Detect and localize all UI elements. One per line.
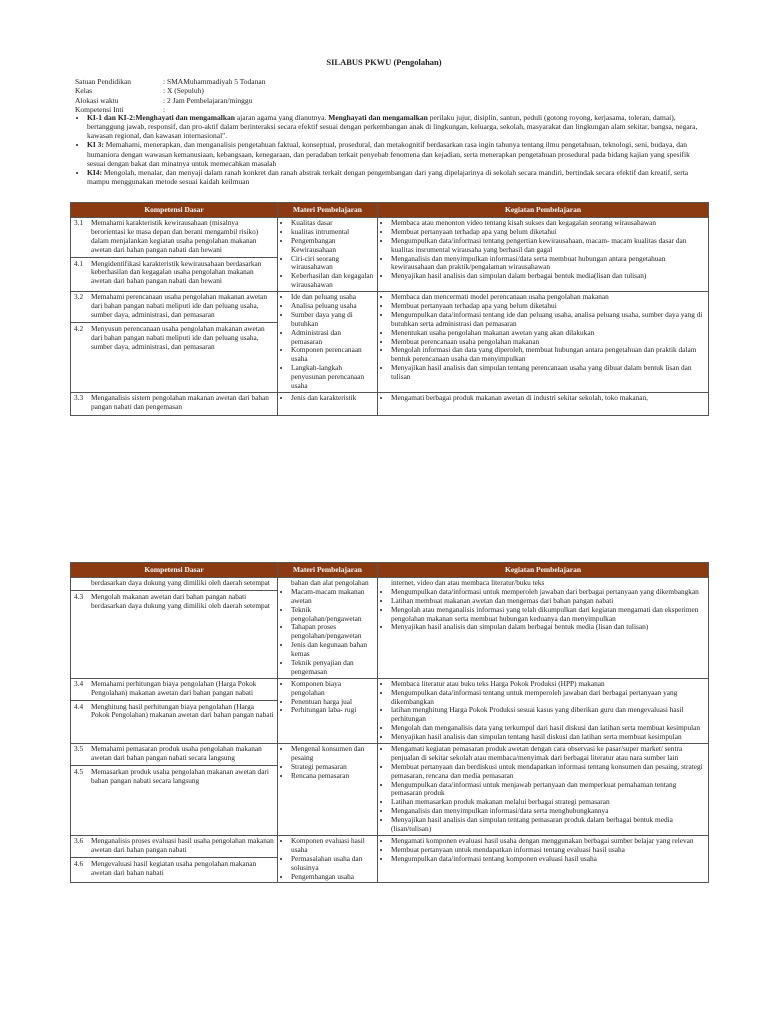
materi-list	[281, 394, 374, 403]
table-row	[71, 392, 709, 415]
list-item: • Komponen evaluasi hasil usaha	[291, 837, 374, 855]
info-row	[75, 86, 265, 95]
materi-cell	[278, 392, 378, 415]
kegiatan-list	[381, 293, 705, 382]
materi-cell	[278, 678, 378, 743]
list-item: • Sumber daya yang di butuhkan	[291, 311, 374, 329]
kd-cell	[71, 578, 278, 679]
kd-cell	[71, 835, 278, 882]
kd-item	[74, 768, 274, 786]
kd-number: 4.2	[74, 323, 84, 333]
materi-cell	[278, 578, 378, 679]
kd-item	[74, 703, 274, 721]
kegiatan-list	[381, 394, 705, 403]
list-item: • Menganalisis dan menyimpulkan informasi/data serta menghubungkannya	[391, 807, 705, 816]
ki-item	[87, 140, 709, 167]
kd-number: 3.2	[74, 292, 84, 302]
list-item: • latihan menghitung Harga Pokok Produksi sesuai kasus yang diberikan guru dan mengevaluasi hasil perhitungan	[391, 706, 705, 724]
materi-cell	[278, 292, 378, 393]
kd-item	[74, 593, 274, 611]
ki-text: ajaran agama yang dianutnya.	[234, 113, 329, 122]
kd-text: Memasarkan produk usaha pengolahan makanan awetan dari bahan pangan nabati secara langsung	[91, 766, 269, 785]
kd-number: 4.4	[74, 701, 84, 711]
materi-list	[281, 293, 374, 391]
kegiatan-cell	[378, 578, 709, 679]
table-row	[71, 218, 709, 292]
kd-item	[74, 837, 274, 855]
divider	[71, 322, 277, 323]
kd-number: 3.3	[74, 392, 84, 402]
ki-item	[87, 113, 709, 140]
list-item: • Latihan memasarkan produk makanan melalui berbagai strategi pemasaran	[391, 798, 705, 807]
materi-cell	[278, 744, 378, 836]
ki-text: Memahami, menerapkan, dan menganalisis pengetahuan faktual, konseptual, prosedural, dan metakognitif berdasarkan rasa ingin tahunya tentang ilmu pengetahuan, teknologi, seni, budaya, dan humaniora dengan wawasan kemanusiaan, kebangsaan, kenegaraan, dan peradaban terkait penyebab fenomena dan kejadian, serta menerapkan pengetahuan prosedural pada bidang kajian yang spesifik sesuai dengan bakat dan minatnya untuk memecahkan masalah	[87, 140, 690, 168]
list-item: • Membaca atau menonton video tentang kisah sukses dan kegagalan seorang wirausahawan	[391, 219, 705, 228]
kd-number: 3.6	[74, 835, 84, 845]
info-label: Satuan Pendidikan	[75, 77, 132, 86]
ki-text: perilaku jujur, disiplin, santun, peduli (gotong royong, kerjasama, toleran, damai), bertanggung jawab, responsif, dan pro-aktif dalam berinteraksi secara efektif sesuai dengan perkembangan anak di lingkungan, keluarga, sekolah, masyarakat dan lingkungan alam sekitar, bangsa, negara, kawasan regional, dan kawasan internasional".	[87, 113, 698, 141]
list-item: • Menganalisis dan menyimpulkan informasi/data serta membuat hubungan antara pengetahuan kewirausahaan dan praktik/pengalaman wirausahawan	[391, 255, 705, 273]
list-item: • Menyajikan hasil analisis dan simpulan dalam berbagai bentuk media (lisan dan tulisan)	[391, 623, 705, 632]
kd-text: Menganalisis sistem pengolahan makanan awetan dari bahan pangan nabati dan pengemasan	[91, 392, 269, 411]
list-item: • Menyajikan hasil analisis dan simpulan tentang pemasaran produk dalam berbagai bentuk media (lisan/tulisan)	[391, 816, 705, 834]
kd-number: 4.5	[74, 766, 84, 776]
kd-text: Mengolah makanan awetan dari bahan pangan nabati berdasarkan daya dukung yang dimiliki oleh daerah setempat	[91, 591, 270, 610]
kd-item	[74, 325, 274, 352]
list-item: • Teknik penyajian dan pengemasan	[291, 659, 374, 677]
kd-text: Memahami perhitungan biaya pengolahan (Harga Pokok Pengolahan) makanan awetan dari bahan pangan nabati	[91, 678, 257, 697]
kd-cell	[71, 292, 278, 393]
kompetensi-inti	[73, 113, 709, 186]
info-row	[75, 77, 265, 86]
header-kompetensi-dasar: Kompetensi Dasar	[71, 563, 278, 578]
kd-text: Memahami perencanaan usaha pengolahan makanan awetan dari bahan pangan nabati meliputi ide dan peluang usaha, sumber daya, administrasi, dan pemasaran	[91, 292, 268, 319]
ki-label: KI4:	[87, 167, 102, 177]
kd-text: Memahami pemasaran produk usaha pengolahan makanan awetan dari bahan pangan nabati secara langsung	[91, 744, 262, 762]
kegiatan-cell	[378, 218, 709, 292]
materi-list	[281, 219, 374, 290]
list-item: • Permasalahan usaha dan solusinya	[291, 855, 374, 873]
kd-item	[74, 860, 274, 878]
kd-text: Menyusun perencanaan usaha pengolahan makanan awetan dari bahan pangan nabati meliputi ide dan peluang usaha, sumber daya, administrasi, dan pemasaran	[91, 323, 265, 351]
divider	[71, 857, 277, 858]
kd-item	[74, 394, 274, 412]
list-item: • Jenis dan kegunaan bahan kemas	[291, 641, 374, 659]
list-item: • Macam-macam makanan awetan	[291, 588, 374, 606]
header-kegiatan: Kegiatan Pembelajaran	[378, 203, 709, 218]
ki-label: KI-1 dan KI-2:	[87, 113, 136, 122]
list-item: • Menyajikan hasil analisis dan simpulan tentang hasil diskusi dan latihan serta membuat kesimpulan	[391, 733, 705, 742]
list-item: • Mengumpulkan data/informasi tentang ide dan peluang usaha, analisa peluang usaha, sumber daya yang di butuhkan serta administrasi dan pemasaran	[391, 311, 705, 329]
table-row	[71, 578, 709, 679]
list-item: • Jenis dan karakteristik	[291, 394, 374, 403]
list-item: • Mengolah atau menganalisis informasi yang telah dikumpulkan dari kegiatan mengamati dan eksperimen pengolahan makanan serta membuat hubungan keduanya dan menyimpulkan	[391, 606, 705, 624]
materi-cell	[278, 218, 378, 292]
info-value: : SMAMuhammadiyah 5 Todanan	[163, 77, 266, 86]
info-row	[75, 96, 265, 105]
list-item: • Latihan membuat makanan awetan dan mengemas dari bahan pangan nabati	[391, 597, 705, 606]
kegiatan-list	[381, 680, 705, 742]
kegiatan-list	[381, 219, 705, 281]
kd-item	[74, 745, 274, 763]
list-item: • Kualitas dasar	[291, 219, 374, 228]
kd-text: Mengidentifikasi karakteristik kewirausahaan berdasarkan keberhasilan dan kegagalan usaha pengolahan makanan awetan dari bahan pangan nabati dan hewani	[91, 258, 262, 286]
divider	[71, 765, 277, 766]
list-item: • Mengamati kegiatan pemasaran produk awetan dengan cara observasi ke pasar/super market/ sentra penjualan di sekitar sekolah atau membaca/menyimak dari berbagai literatur atau nara sumber lain	[391, 745, 705, 763]
list-item: • Membaca literatur atau buku teks Harga Pokok Produksi (HPP) makanan	[391, 680, 705, 689]
list-item: • Pengembangan usaha	[291, 873, 374, 882]
kegiatan-cell	[378, 835, 709, 882]
kd-text: Menganalisis proses evaluasi hasil usaha pengolahan makanan awetan dari bahan pangan nabati	[91, 835, 274, 854]
ki-text: Mengolah, menalar, dan menyaji dalam ranah konkret dan ranah abstrak terkait dengan pengembangan dari yang dipelajarinya di sekolah secara mandiri, bertindak secara efektif dan kreatif, serta mampu menggunakan metode sesuai kaidah keilmuan	[87, 167, 689, 186]
kegiatan-continuation: internet, video dan atau membaca literatur/buku teks	[391, 578, 545, 587]
divider	[71, 700, 277, 701]
divider	[71, 590, 277, 591]
list-item: • Membaca dan mencermati model perencanaan usaha pengolahan makanan	[391, 293, 705, 302]
page-title: SILABUS PKWU (Pengolahan)	[326, 57, 442, 67]
kd-number: 3.1	[74, 218, 84, 227]
kegiatan-cell	[378, 678, 709, 743]
kegiatan-cell	[378, 744, 709, 836]
list-item: • Mengamati komponen evaluasi hasil usaha dengan menggunakan berbagai sumber belajar yang relevan	[391, 837, 705, 846]
list-item: • kualitas intrumental	[291, 228, 374, 237]
kd-cell	[71, 392, 278, 415]
table-row	[71, 292, 709, 393]
list-item: • Rencana pemasaran	[291, 772, 374, 781]
kd-cell	[71, 744, 278, 836]
info-value: :	[163, 105, 166, 115]
list-item: • Pengembangan Kewirausahaan	[291, 237, 374, 255]
info-block	[75, 77, 265, 115]
kd-text: Menghitung hasil perhitungan biaya pengolahan (Harga Pokok Pengolahan) makanan awetan dari bahan pangan nabati	[91, 701, 274, 720]
materi-list	[281, 837, 374, 881]
list-item: • Tahapan proses pengolahan/pengawetan	[291, 623, 374, 641]
ki-bold: Menghayati dan mengamalkan	[135, 113, 235, 122]
list-item: • Membuat pertanyaan terhadap apa yang belum diketahui	[391, 228, 705, 237]
list-item: • Langkah-langkah penyusunan perencanaan usaha	[291, 364, 374, 391]
kegiatan-list	[381, 588, 705, 632]
kd-cell	[71, 678, 278, 743]
kd-number: 3.4	[74, 678, 84, 688]
list-item: • Komponen biaya pengolahan	[291, 680, 374, 698]
ki-item	[87, 168, 709, 186]
materi-list	[281, 588, 374, 677]
divider	[71, 257, 277, 258]
syllabus-table-2	[70, 562, 709, 883]
kd-text: Mengevaluasi hasil kegiatan usaha pengolahan makanan awetan dari bahan nabati	[91, 858, 257, 877]
list-item: • Mengolah dan menganalisis data yang terkumpul dari hasil diskusi dan latihan serta membuat kesimpulan	[391, 724, 705, 733]
kegiatan-cell	[378, 392, 709, 415]
list-item: • Penentuan harga jual	[291, 698, 374, 707]
info-label: Kelas	[75, 86, 93, 96]
list-item: • Mengumpulkan data/informasi tentang untuk memperoleh jawaban dari berbagai pertanyaan yang dikembangkan	[391, 689, 705, 707]
table-row	[71, 678, 709, 743]
kd-number: 4.3	[74, 591, 84, 601]
materi-list	[281, 680, 374, 716]
kd-continuation: berdasarkan daya dukung yang dimiliki oleh daerah setempat	[91, 578, 270, 587]
list-item: • Teknik pengolahan/pengawetan	[291, 606, 374, 624]
header-kompetensi-dasar: Kompetensi Dasar	[71, 203, 278, 218]
table-row	[71, 744, 709, 836]
list-item: • Membuat pertanyaan dan berdiskusi untuk mendapatkan informasi tentang konsumen dan pesaing, strategi pemasaran, rencana dan media pemasaran	[391, 763, 705, 781]
list-item: • Menentukan usaha pengolahan makanan awetan yang akan dilakukan	[391, 329, 705, 338]
list-item: • Menyajikan hasil analisis dan simpulan dalam berbagai bentuk media(lisan dan tulisan)	[391, 272, 705, 281]
list-item: • Administrasi dan pemasaran	[291, 329, 374, 347]
kd-number: 4.1	[74, 258, 84, 268]
list-item: • Ciri-ciri seorang wirausahawan	[291, 255, 374, 273]
kd-item	[74, 260, 274, 287]
list-item: • Mengumpulkan data/informasi tentang komponen evaluasi hasil usaha	[391, 855, 705, 864]
list-item: • Mengumpulkan data/informasi untuk memperoleh jawaban dari berbagai pertanyaan yang dikembangkan	[391, 588, 705, 597]
list-item: • Membuat perencanaan usaha pengolahan makanan	[391, 338, 705, 347]
kegiatan-cell	[378, 292, 709, 393]
materi-continuation: bahan dan alat pengolahan	[291, 578, 369, 587]
kd-item	[74, 293, 274, 320]
table-row	[71, 835, 709, 882]
materi-list	[281, 745, 374, 781]
list-item: • Mengamati berbagai produk makanan awetan di industri sekitar sekolah, toko makanan,	[391, 394, 705, 403]
ki-label: KI 3:	[87, 140, 104, 150]
kd-number: 4.6	[74, 858, 84, 868]
kd-text: Memahami karakteristik kewirausahaan (misalnya berorientasi ke masa depan dan berani mengambil risiko) dalam menjalankan kegiatan usaha pengolahan makanan awetan dari bahan pangan nabati dan hewani	[91, 218, 259, 254]
list-item: • Membuat pertanyaan untuk mendapatkan informasi tentang evaluasi hasil usaha	[391, 846, 705, 855]
ki-bold: Menghayati dan mengamalkan	[328, 113, 428, 122]
header-kegiatan: Kegiatan Pembelajaran	[378, 563, 709, 578]
list-item: • Mengumpulkan data/informasi tentang pengertian kewirausahaan, macam- macam kualitas dasar dan kualitas insrumental wirausaha yang berhasil dan gagal	[391, 237, 705, 255]
info-value: : 2 Jam Pembelajaran/minggu	[163, 95, 253, 105]
kd-number: 3.5	[74, 744, 84, 754]
kd-item	[74, 219, 274, 255]
list-item: • Mengumpulkan data/informasi untuk menjawab pertanyaan dan memperkuat pemahaman tentang pemasaran produk	[391, 781, 705, 799]
list-item: • Strategi pemasaran	[291, 763, 374, 772]
list-item: • Keberhasilan dan kegagalan wirausahawan	[291, 272, 374, 290]
kegiatan-list	[381, 837, 705, 864]
list-item: • Menyajikan hasil analisis dan simpulan tentang perencanaan usaha yang dibuat dalam bentuk lisan dan tulisan	[391, 364, 705, 382]
materi-cell	[278, 835, 378, 882]
kd-cell	[71, 218, 278, 292]
syllabus-table-1	[70, 202, 709, 416]
list-item: • Membuat pertanyaan terhadap apa yang belum diketahui	[391, 302, 705, 311]
list-item: • Analisa peluang usaha	[291, 302, 374, 311]
info-label: Alokasi waktu	[75, 95, 119, 105]
list-item: • Komponen perencanaan usaha	[291, 346, 374, 364]
list-item: • Mengenal konsumen dan pesaing	[291, 745, 374, 763]
kd-item	[74, 680, 274, 698]
info-value: : X (Sepuluh)	[163, 86, 204, 96]
header-materi: Materi Pembelajaran	[278, 203, 378, 218]
list-item: • Ide dan peluang usaha	[291, 293, 374, 302]
list-item: • Mengolah informasi dan data yang diperoleh, membuat hubungan antara pengetahuan dan praktik dalam bentuk perencanaan usaha dan menyimpulkan	[391, 346, 705, 364]
header-materi: Materi Pembelajaran	[278, 563, 378, 578]
kegiatan-list	[381, 745, 705, 834]
list-item: • Perhitungan laba- rugi	[291, 706, 374, 715]
info-label: Kompetensi Inti	[75, 105, 124, 115]
